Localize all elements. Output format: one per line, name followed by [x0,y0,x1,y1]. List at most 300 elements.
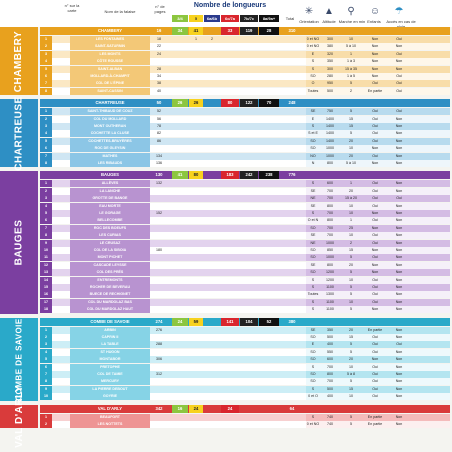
crag-grade-5 [259,284,279,291]
crag-name[interactable]: ROC DE GLEYSIN [70,145,150,152]
crag-row[interactable] [40,66,450,73]
crag-row[interactable] [40,349,450,356]
section-chartreuse [0,96,452,171]
crag-row[interactable] [40,225,450,232]
crag-grade-5 [259,334,279,341]
summary-grade-1: 80 [189,171,203,179]
crag-total [282,217,302,224]
crag-info-5: Non [395,386,403,391]
crag-row[interactable] [40,262,450,269]
crag-number: 15 [40,284,52,291]
crag-grade-3 [221,277,239,284]
crag-name[interactable]: SAINT-SATURNIN [70,43,150,50]
section-side-label [0,385,38,448]
crag-grade-2 [204,153,220,160]
section-summary-row[interactable] [40,99,450,107]
crag-name[interactable]: ARBIN [70,327,150,334]
crag-grade-5 [259,393,279,400]
crag-name[interactable]: LA PIERRE DEBOUT [70,386,150,393]
crag-grade-5 [259,356,279,363]
crag-grade-1 [189,262,203,269]
crag-row[interactable] [40,306,450,313]
crag-row[interactable] [40,269,450,276]
crag-row[interactable] [40,180,450,187]
crag-info-2: 1100 [326,284,334,289]
crag-grade-3 [221,203,239,210]
crag-name[interactable]: ROC DES BOEUFS [70,225,150,232]
crag-name[interactable]: CASCADE LEYSSE [70,262,150,269]
crag-grade-2 [204,277,220,284]
crag-info-1: O [311,81,315,86]
crag-grade-1 [189,217,203,224]
crag-info-1: S [311,284,315,289]
crag-info-3: 10 [349,277,353,282]
crag-grade-3 [221,225,239,232]
crag-grade-3 [221,88,239,95]
crag-grade-5 [259,414,279,421]
crag-grade-1 [189,66,203,73]
crag-info-2: 1000 [326,146,334,151]
crag-name[interactable]: MONT PICHET [70,254,150,261]
crag-info-2: 800 [327,262,333,267]
summary-grade-4: 119 [240,27,258,35]
crag-info-3: 10 [349,299,353,304]
crag-name[interactable]: ALLÈVES [70,180,150,187]
crag-grade-5 [259,80,279,87]
summary-page: 274 [155,318,163,324]
crag-row[interactable] [40,327,450,334]
crag-number: 4 [40,203,52,210]
crag-grade-5 [259,36,279,43]
summary-grade-1: 24 [189,405,203,413]
crag-page: 132 [156,181,162,186]
crag-info-2: 1000 [326,240,334,245]
summary-grade-5: 28 [259,27,279,35]
crag-grade-4 [240,414,258,421]
crag-grade-4 [240,327,258,334]
crag-total [282,334,302,341]
crag-grade-0 [172,386,188,393]
crag-grade-1 [189,356,203,363]
crag-grade-4 [240,378,258,385]
crag-grade-4 [240,145,258,152]
crag-info-1: E [311,116,315,121]
crag-row[interactable] [40,254,450,261]
crag-grade-2 [204,414,220,421]
crag-info-1: Toutes [307,88,319,93]
crag-number: 17 [40,299,52,306]
crag-name[interactable]: COL DES PRÉS [70,269,150,276]
crag-grade-4 [240,277,258,284]
crag-grade-0 [172,371,188,378]
summary-grade-1: 59 [189,318,203,326]
crag-info-4: Oui [372,196,378,201]
crag-number: 8 [40,160,52,167]
crag-info-1: SE [310,327,316,332]
crag-grade-3 [221,66,239,73]
crag-info-2: 320 [327,51,333,56]
summary-grade-4: 242 [240,171,258,179]
crag-info-1: SO [310,270,316,275]
crag-name[interactable]: BUECE DE RECHIGNET [70,291,150,298]
crag-page [150,421,168,428]
crag-page [150,240,168,247]
crag-name[interactable]: SAINT-ALBAN [70,66,150,73]
crag-total [282,210,302,217]
summary-page: 50 [156,100,162,106]
crag-info-5: Non [395,277,403,282]
crag-name[interactable]: LA TABLE [70,341,150,348]
crag-name[interactable]: COL DU MARDOLAZ BAS [70,299,150,306]
crag-name[interactable]: GOYRIE [70,393,150,400]
crag-page [150,203,168,210]
crag-name[interactable]: SAINT-CASSIN [70,88,150,95]
crag-grade-2: 2 [211,37,213,41]
crag-name[interactable]: LES RIBAUDS [70,160,150,167]
crag-page [150,334,168,341]
crag-grade-0 [172,153,188,160]
crag-grade-1 [189,414,203,421]
crag-info-5: Non [395,299,403,304]
crag-total [282,73,302,80]
crag-info-2: 1200 [326,270,334,275]
crag-name[interactable]: GROTTE DE BANGE [70,195,150,202]
crag-grade-2 [204,108,220,115]
crag-info-1: SO [310,146,316,151]
crag-grade-4 [240,334,258,341]
crag-row[interactable] [40,138,450,145]
crag-name[interactable]: EAU MORTE [70,203,150,210]
crag-row[interactable] [40,371,450,378]
crag-info-4: Oui [372,188,378,193]
crag-info-3: 5 à 8 [347,371,355,376]
crag-grade-1 [189,393,203,400]
crag-row[interactable] [40,210,450,217]
crag-grade-2 [204,138,220,145]
crag-row[interactable] [40,284,450,291]
crag-total [282,269,302,276]
crag-info-2: 1100 [326,299,334,304]
crag-row[interactable] [40,195,450,202]
crag-page [150,145,168,152]
crag-grade-1 [189,277,203,284]
crag-grade-3 [221,393,239,400]
summary-grade-3: 33 [221,27,239,35]
crag-number: 5 [40,138,52,145]
crag-total [282,277,302,284]
crag-name[interactable]: MATHES [70,153,150,160]
crag-number: 6 [40,145,52,152]
crag-grade-3 [221,299,239,306]
crag-name[interactable]: LES FONTAINES [70,36,150,43]
crag-page [150,393,168,400]
crag-name[interactable]: ST HUGON [70,349,150,356]
crag-grade-4 [240,217,258,224]
summary-grade-5: 52 [259,318,279,326]
crag-info-1: SE [310,109,316,114]
crag-row[interactable] [40,386,450,393]
crag-row[interactable] [40,130,450,137]
crag-info-3: 15 [349,123,353,128]
crag-info-1: 0 et NO [306,37,320,41]
section-summary-row[interactable] [40,405,450,413]
crag-row[interactable] [40,108,450,115]
crag-name[interactable]: COCHETTES-BRUYÈRES [70,138,150,145]
crag-row[interactable] [40,36,450,43]
section-summary-row[interactable] [40,27,450,35]
crag-row[interactable] [40,364,450,371]
crag-row[interactable] [40,341,450,348]
crag-number: 8 [40,378,52,385]
crag-row[interactable] [40,116,450,123]
crag-grade-3 [221,306,239,313]
crag-name[interactable]: CÔTE ROUSSE [70,58,150,65]
crag-info-4: Oui [372,386,378,391]
crag-name[interactable]: CAPRIN II [70,334,150,341]
crag-info-3: 2 [350,88,352,93]
crag-name[interactable]: LE GORAGE [70,210,150,217]
crag-grade-4 [240,393,258,400]
crag-grade-2 [204,232,220,239]
crag-grade-0 [172,36,188,43]
crag-name[interactable]: COL DU MOLLARD [70,116,150,123]
crag-grade-4 [240,284,258,291]
crag-grade-4 [240,123,258,130]
crag-row[interactable] [40,217,450,224]
crag-name[interactable]: MONT OUTHERAN [70,123,150,130]
section-summary-row[interactable] [40,318,450,326]
crag-grade-5 [259,51,279,58]
crag-page: 82 [157,131,161,136]
crag-row[interactable] [40,247,450,254]
crag-grade-2 [204,356,220,363]
crag-info-4: Oui [372,277,378,282]
crag-grade-1 [189,421,203,428]
crag-page [150,232,168,239]
crag-grade-2 [204,210,220,217]
crag-row[interactable] [40,123,450,130]
crag-number: 11 [40,254,52,261]
crag-name[interactable]: LES NOTTETS [70,421,150,428]
crag-row[interactable] [40,334,450,341]
crag-grade-4 [240,232,258,239]
crag-grade-2 [204,371,220,378]
crag-total [282,284,302,291]
crag-info-1: N [311,160,315,165]
crag-name[interactable]: COL DE LA SIBOIA [70,247,150,254]
crag-info-3: 15 [349,386,353,391]
crag-number: 4 [40,349,52,356]
crag-row[interactable] [40,80,450,87]
crag-info-3: 5 [350,349,352,354]
crag-row[interactable] [40,43,450,50]
crag-row[interactable] [40,51,450,58]
crag-total [282,232,302,239]
section-chambery [0,27,452,95]
crag-number: 7 [40,153,52,160]
crag-info-2: 350 [327,59,333,64]
crag-number: 9 [40,386,52,393]
crag-name[interactable]: SAINT-THIBAUD DE COUZ [70,108,150,115]
crag-row[interactable] [40,145,450,152]
crag-row[interactable] [40,58,450,65]
crag-grade-5 [259,254,279,261]
crag-grade-0 [172,327,188,334]
crag-grade-3 [221,269,239,276]
crag-row[interactable] [40,160,450,167]
crag-name[interactable]: LES CURIAS [70,232,150,239]
crag-page [150,386,168,393]
crag-name[interactable]: ROCHER DE BEVERAU [70,284,150,291]
crag-grade-3 [221,291,239,298]
crag-number: 7 [40,80,52,87]
crag-grade-3 [221,73,239,80]
crag-info-1: SO [310,357,316,362]
crag-grade-5 [259,306,279,313]
crag-name[interactable]: COL DE TAMIE [70,371,150,378]
crag-grade-1 [189,51,203,58]
crag-grade-1 [189,232,203,239]
crag-row[interactable] [40,421,450,428]
crag-page: 22 [157,44,161,49]
crag-name[interactable]: COL DU MARDOLAZ HAUT [70,306,150,313]
crag-grade-4 [240,66,258,73]
crag-number: 1 [40,36,52,43]
crag-info-4: Non [371,51,379,56]
crag-grade-4 [240,421,258,428]
crag-name[interactable]: ENTREMONTS [70,277,150,284]
crag-info-5: Non [395,66,403,71]
crag-total [282,80,302,87]
grade-7b-header: 7b/7c [240,15,258,22]
crag-grade-5 [259,195,279,202]
crag-grade-4 [240,240,258,247]
crag-info-2: 500 [327,386,333,391]
crag-name[interactable]: BEAUFORT [70,414,150,421]
crag-name[interactable]: LA LANCHE [70,188,150,195]
crag-info-4: Non [371,307,379,312]
crag-grade-5 [259,341,279,348]
crag-total [282,51,302,58]
crag-name[interactable]: COL DE L'ÉPINE [70,80,150,87]
crag-info-1: SO [310,349,316,354]
crag-grade-2 [204,386,220,393]
crag-row[interactable] [40,153,450,160]
crag-row[interactable] [40,291,450,298]
crag-row[interactable] [40,393,450,400]
crag-row[interactable] [40,88,450,95]
crag-row[interactable] [40,277,450,284]
crag-info-4: En partie [367,414,383,419]
crag-info-4: Oui [372,349,378,354]
crag-grade-0 [172,247,188,254]
crag-info-2: 500 [327,88,333,93]
crag-total [282,240,302,247]
crag-grade-3 [221,378,239,385]
crag-row[interactable] [40,203,450,210]
summary-total: 310 [288,28,296,33]
crag-info-4: Oui [372,116,378,121]
summary-grade-4: 122 [240,99,258,107]
crag-info-1: SO [310,379,316,384]
crag-grade-5 [259,349,279,356]
crag-info-2: 1100 [326,307,334,312]
crag-name[interactable]: LES MONTS [70,51,150,58]
crag-name[interactable]: MOLLARD-À-CHAMPIT [70,73,150,80]
crag-grade-5 [259,145,279,152]
crag-info-5: Oui [396,74,402,78]
crag-info-3: 5 [350,307,352,312]
crag-info-5: Non [395,394,403,399]
crag-info-4: Oui [372,131,378,136]
crag-grade-0 [172,364,188,371]
crag-name[interactable]: MERCURY [70,378,150,385]
summary-grade-0: 34 [172,27,188,35]
crag-grade-3 [221,327,239,334]
crag-row[interactable] [40,188,450,195]
crag-grade-3 [221,160,239,167]
crag-name[interactable]: PRETOPHE [70,364,150,371]
crag-info-3: 1 [350,218,352,223]
crag-row[interactable] [40,232,450,239]
crag-name[interactable]: LE CRUSAZ [70,240,150,247]
crag-page: 38 [157,81,161,86]
crag-grade-2 [204,195,220,202]
crag-total [282,203,302,210]
summary-grade-3: 183 [221,171,239,179]
crag-info-3: 5 [350,421,352,426]
crag-row[interactable] [40,414,450,421]
crag-page [150,277,168,284]
crag-grade-2 [204,341,220,348]
crag-total [282,299,302,306]
crag-number: 2 [40,188,52,195]
crag-grade-0 [172,306,188,313]
crag-info-3: 20 [349,262,353,267]
crag-grade-3 [221,210,239,217]
crag-info-1: S [311,414,315,419]
crag-info-3: 10 [349,210,353,215]
crag-name[interactable]: BELLECOMBE [70,217,150,224]
crag-info-4: Oui [372,394,378,399]
crag-row[interactable] [40,73,450,80]
crag-name[interactable]: MONTABOR [70,356,150,363]
crag-grade-2 [204,123,220,130]
crag-info-5: Non [395,181,403,186]
crag-grade-0 [172,334,188,341]
crag-total [282,421,302,428]
crag-grade-4 [240,203,258,210]
crag-number: 6 [40,364,52,371]
crag-name[interactable]: COCHETTE LA CLUSE [70,130,150,137]
crag-page: 78 [157,123,161,128]
crag-grade-2 [204,203,220,210]
crag-row[interactable] [40,378,450,385]
crag-grade-0 [172,188,188,195]
crag-grade-3 [221,80,239,87]
crag-page: 312 [156,371,162,376]
crag-grade-5 [259,386,279,393]
crag-info-1: S [311,299,315,304]
crag-total [282,306,302,313]
crag-row[interactable] [40,356,450,363]
crag-info-5: Oui [396,342,402,347]
crag-row[interactable] [40,240,450,247]
crag-page [150,225,168,232]
crag-info-2: 950 [327,81,333,86]
crag-row[interactable] [40,299,450,306]
section-summary-row[interactable] [40,171,450,179]
